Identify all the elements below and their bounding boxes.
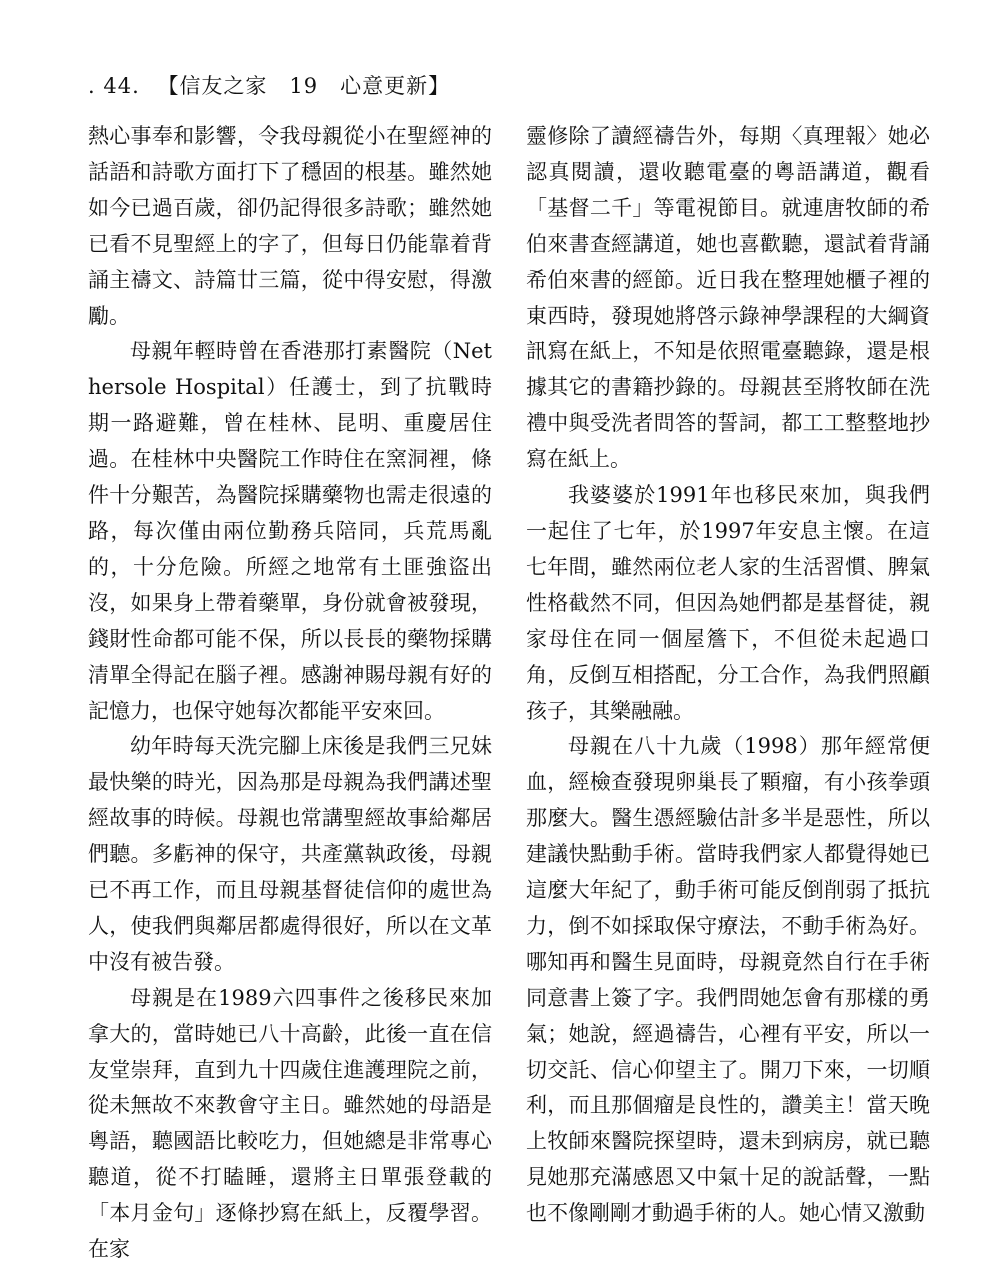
paragraph: 靈修除了讀經禱告外，每期〈真理報〉她必認真閱讀，還收聽電臺的粵語講道，觀看「基督二千」等電視節目。就連唐牧師的希伯來書查經講道，她也喜歡聽，還試着背誦希伯來書的經節。近日我在整理她櫃子裡的東西時，發現她將啓示錄神學課程的大綱資訊寫在紙上，不知是依照電臺聽錄，還是根據其它的書籍抄錄的。母親甚至將牧師在洗禮中與受洗者問答的誓詞，都工工整整地抄寫在紙上。 xyxy=(526,124,930,472)
paragraph: 母親在八十九歲（1998）那年經常便血，經檢查發現卵巢長了顆瘤，有小孩拳頭那麼大。醫生憑經驗估計多半是惡性，所以建議快點動手術。當時我們家人都覺得她已這麼大年紀了，動手術可能反倒削弱了抵抗力，倒不如採取保守療法，不動手術為好。哪知再和醫生見面時，母親竟然自行在手術同意書上簽了字。我們問她怎會有那樣的勇氣；她說，經過禱告，心裡有平安，所以一切交託、信心仰望主了。開刀下來，一切順利，而且那個瘤是良性的，讚美主！當天晚上牧師來醫院探望時，還未到病房，就已聽見她那充滿感恩又中氣十足的說話聲，一點也不像剛剛才動過手術的人。她心情又激動 xyxy=(526,734,930,1226)
right-column xyxy=(526,119,930,1232)
paragraph: 母親是在1989六四事件之後移民來加拿大的，當時她已八十高齡，此後一直在信友堂崇拜，直到九十四歲住進護理院之前，從未無故不來教會守主日。雖然她的母語是粵語，聽國語比較吃力，但她總是非常專心聽道，從不打瞌睡，還將主日單張登載的「本月金句」逐條抄寫在紙上，反覆學習。在家 xyxy=(88,985,492,1262)
paragraph: 母親年輕時曾在香港那打素醫院（Nethersole Hospital）任護士，到了抗戰時期一路避難，曾在桂林、昆明、重慶居住過。在桂林中央醫院工作時住在窯洞裡，條件十分艱苦，為醫院採購藥物也需走很遠的路，每次僅由兩位勤務兵陪同，兵荒馬亂的，十分危險。所經之地常有土匪強盜出沒，如果身上帶着藥單，身份就會被發現，錢財性命都可能不保，所以長長的藥物採購清單全得記在腦子裡。感謝神賜母親有好的記憶力，也保守她每次都能平安來回。 xyxy=(88,339,492,723)
page-number: . 44. xyxy=(88,74,140,98)
paragraph: 幼年時每天洗完腳上床後是我們三兄妹最快樂的時光，因為那是母親為我們講述聖經故事的時候。母親也常講聖經故事給鄰居們聽。多虧神的保守，共產黨執政後，母親已不再工作，而且母親基督徒信仰的處世為人，使我們與鄰居都處得很好，所以在文革中沒有被告發。 xyxy=(88,734,492,974)
paragraph: 熱心事奉和影響，令我母親從小在聖經神的話語和詩歌方面打下了穩固的根基。雖然她如今已過百歲，卻仍記得很多詩歌；雖然她已看不見聖經上的字了，但每日仍能靠着背誦主禱文、詩篇廿三篇，從中得安慰，得激勵。 xyxy=(88,124,492,328)
page-header xyxy=(88,72,460,100)
paragraph: 我婆婆於1991年也移民來加，與我們一起住了七年，於1997年安息主懷。在這七年間，雖然兩位老人家的生活習慣、脾氣性格截然不同，但因為她們都是基督徒，親家母住在同一個屋簷下，不但從未起過口角，反倒互相搭配，分工合作，為我們照顧孩子，其樂融融。 xyxy=(526,483,930,723)
publication-title: 【信友之家 19 心意更新】 xyxy=(157,74,451,98)
left-column xyxy=(88,119,492,1268)
